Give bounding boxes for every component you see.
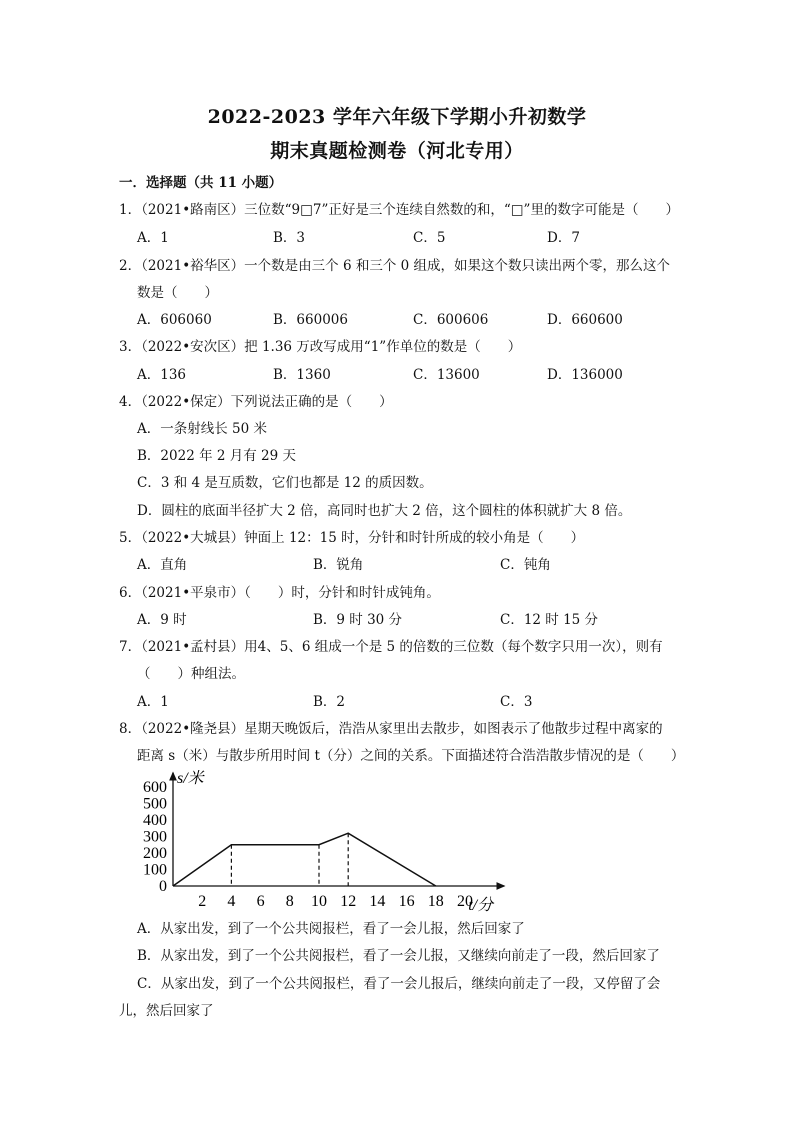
q8-option-a: A．从家出发，到了一个公共阅报栏，看了一会儿报，然后回家了	[137, 921, 525, 937]
question-2: 2．（2021•裕华区）一个数是由三个 6 和三个 0 组成，如果这个数只读出两个零，那么这个	[119, 258, 671, 274]
question-6: 6．（2021•平泉市）（ ）时，分针和时针成钝角。	[119, 585, 440, 601]
y-axis-label: s/米	[177, 770, 204, 787]
q4-option-c: C．3 和 4 是互质数，它们也都是 12 的质因数。	[137, 475, 433, 491]
q8-option-c: C．从家出发，到了一个公共阅报栏，看了一会儿报后，继续向前走了一段，又停留了会	[137, 976, 661, 992]
question-5: 5．（2022•大城县）钟面上 12：15 时，分针和时针所成的较小角是（ ）	[119, 530, 585, 546]
title-line-2: 期末真题检测卷（河北专用）	[270, 140, 524, 162]
y-tick-label-300: 300	[143, 828, 167, 846]
x-tick-label-4: 4	[227, 893, 236, 910]
q2-option-d: D．660600	[547, 312, 623, 328]
q8-option-b: B．从家出发，到了一个公共阅报栏，看了一会儿报，又继续向前走了一段，然后回家了	[137, 948, 660, 964]
q5-option-c: C．钝角	[500, 557, 551, 573]
q7-option-a: A．1	[137, 694, 169, 710]
x-tick-label-14: 14	[369, 893, 386, 910]
q1-option-d: D．7	[547, 230, 580, 246]
title-line-1: 2022-2023 学年六年级下学期小升初数学	[207, 106, 587, 128]
x-tick-label-18: 18	[427, 893, 444, 910]
x-tick-label-20: 20	[457, 893, 473, 910]
series-line	[173, 833, 436, 886]
question-7-cont: （ ）种组法。	[137, 666, 245, 682]
x-tick-label-10: 10	[311, 893, 327, 910]
question-8-cont: 距离 s（米）与散步所用时间 t（分）之间的关系。下面描述符合浩浩散步情况的是（ ）	[137, 748, 685, 764]
q3-option-b: B．1360	[273, 367, 331, 383]
x-axis-label: t/分	[468, 897, 494, 914]
x-tick-label-2: 2	[198, 893, 207, 910]
q5-option-b: B．锐角	[313, 557, 364, 573]
x-tick-label-6: 6	[256, 893, 265, 910]
y-tick-label-400: 400	[143, 812, 167, 829]
question-3: 3．（2022•安次区）把 1.36 万改写成用“1”作单位的数是（ ）	[119, 339, 522, 355]
question-2-cont: 数是（ ）	[137, 285, 218, 301]
q7-option-b: B．2	[313, 694, 346, 710]
q6-option-b: B．9 时 30 分	[313, 612, 403, 628]
q2-option-a: A．606060	[137, 312, 212, 328]
q4-option-a: A．一条射线长 50 米	[137, 421, 268, 437]
q1-option-a: A．1	[137, 230, 169, 246]
q3-option-c: C．13600	[413, 367, 480, 383]
question-4: 4．（2022•保定）下列说法正确的是（ ）	[119, 394, 393, 410]
q8-option-c-cont: 儿，然后回家了	[119, 1003, 214, 1019]
q6-option-a: A．9 时	[137, 612, 187, 628]
question-1: 1．（2021•路南区）三位数“9□7”正好是三个连续自然数的和，“□”里的数字可能是（ ）	[119, 202, 679, 218]
distance-time-chart	[125, 770, 535, 915]
x-tick-label-16: 16	[398, 893, 415, 910]
question-8: 8．（2022•隆尧县）星期天晚饭后，浩浩从家里出去散步，如图表示了他散步过程中离家的	[119, 721, 663, 737]
q2-option-c: C．600606	[413, 312, 489, 328]
q4-option-b: B．2022 年 2 月有 29 天	[137, 448, 297, 464]
q3-option-d: D．136000	[547, 367, 623, 383]
q2-option-b: B．660006	[273, 312, 348, 328]
q1-option-b: B．3	[273, 230, 306, 246]
q5-option-a: A．直角	[137, 557, 188, 573]
x-tick-label-8: 8	[285, 893, 294, 910]
question-7: 7．（2021•孟村县）用4、5、6 组成一个是 5 的倍数的三位数（每个数字只用一次），则有	[119, 639, 663, 655]
y-tick-label-500: 500	[143, 795, 167, 813]
y-tick-label-100: 100	[143, 861, 167, 879]
q4-option-d: D．圆柱的底面半径扩大 2 倍，高同时也扩大 2 倍，这个圆柱的体积就扩大 8 倍。	[137, 503, 632, 519]
q6-option-c: C．12 时 15 分	[500, 612, 599, 628]
y-tick-label-600: 600	[143, 779, 167, 796]
q3-option-a: A．136	[137, 367, 187, 383]
q1-option-c: C．5	[413, 230, 446, 246]
y-tick-label-200: 200	[143, 845, 167, 862]
y-tick-label-0: 0	[159, 878, 167, 895]
section-heading: 一．选择题（共 11 小题）	[119, 175, 283, 191]
q7-option-c: C．3	[500, 694, 533, 710]
x-tick-label-12: 12	[340, 893, 357, 910]
